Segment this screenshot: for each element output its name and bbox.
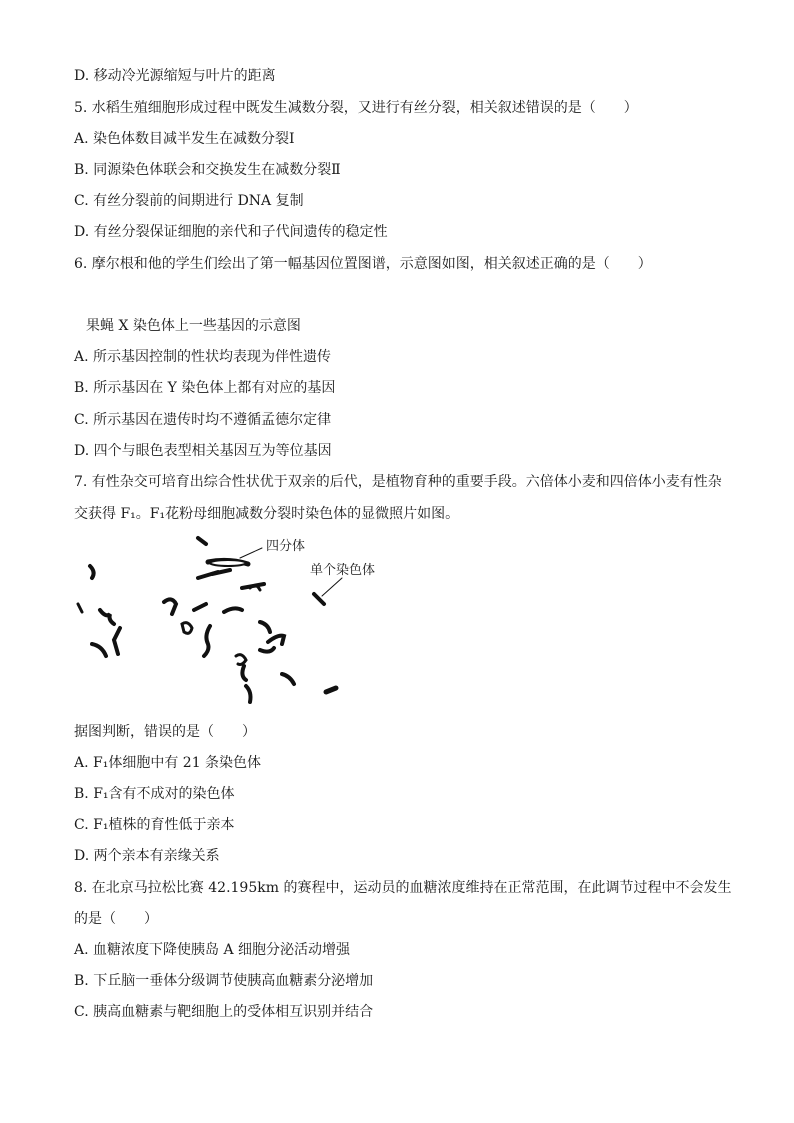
q7-option-c: C. F₁植株的育性低于亲本 bbox=[74, 817, 235, 833]
q7-option-a: A. F₁体细胞中有 21 条染色体 bbox=[74, 755, 262, 771]
q5-option-d: D. 有丝分裂保证细胞的亲代和子代间遗传的稳定性 bbox=[74, 224, 388, 240]
q6-figure-caption: 果蝇 X 染色体上一些基因的示意图 bbox=[86, 318, 301, 334]
q8-stem-line1: 8. 在北京马拉松比赛 42.195km 的赛程中，运动员的血糖浓度维持在正常范围，在此调节过程中不会发生 bbox=[74, 880, 732, 896]
q8-stem-line2: 的是（ ） bbox=[74, 911, 158, 927]
q7-option-d: D. 两个亲本有亲缘关系 bbox=[74, 848, 220, 864]
single-chromosome-label: 单个染色体 bbox=[310, 563, 376, 578]
q6-option-a: A. 所示基因控制的性状均表现为伴性遗传 bbox=[74, 349, 332, 365]
q6-option-d: D. 四个与眼色表型相关基因互为等位基因 bbox=[74, 443, 332, 459]
q7-stem-line2: 交获得 F₁。F₁花粉母细胞减数分裂时染色体的显微照片如图。 bbox=[74, 506, 460, 522]
q6-option-b: B. 所示基因在 Y 染色体上都有对应的基因 bbox=[74, 380, 336, 396]
q8-option-b: B. 下丘脑一垂体分级调节使胰高血糖素分泌增加 bbox=[74, 973, 374, 989]
q8-option-a: A. 血糖浓度下降使胰岛 A 细胞分泌活动增强 bbox=[74, 942, 351, 958]
q7-prompt: 据图判断，错误的是（ ） bbox=[74, 724, 256, 740]
q6-stem: 6. 摩尔根和他的学生们绘出了第一幅基因位置图谱，示意图如图，相关叙述正确的是（ ） bbox=[74, 256, 652, 272]
q5-option-a: A. 染色体数目减半发生在减数分裂Ⅰ bbox=[74, 131, 295, 147]
chromosome-micrograph-figure bbox=[70, 530, 400, 710]
q5-option-c: C. 有丝分裂前的间期进行 DNA 复制 bbox=[74, 193, 304, 209]
q6-option-c: C. 所示基因在遗传时均不遵循孟德尔定律 bbox=[74, 412, 332, 428]
q8-option-c: C. 胰高血糖素与靶细胞上的受体相互识别并结合 bbox=[74, 1004, 374, 1020]
tetrad-label: 四分体 bbox=[266, 539, 306, 554]
q5-stem: 5. 水稻生殖细胞形成过程中既发生减数分裂，又进行有丝分裂，相关叙述错误的是（ ） bbox=[74, 100, 638, 116]
q7-stem-line1: 7. 有性杂交可培育出综合性状优于双亲的后代，是植物育种的重要手段。六倍体小麦和四倍体小麦有性杂 bbox=[74, 474, 722, 490]
q5-option-b: B. 同源染色体联会和交换发生在减数分裂Ⅱ bbox=[74, 162, 341, 178]
q7-option-b: B. F₁含有不成对的染色体 bbox=[74, 786, 235, 802]
q4-option-d: D. 移动冷光源缩短与叶片的距离 bbox=[74, 68, 276, 84]
